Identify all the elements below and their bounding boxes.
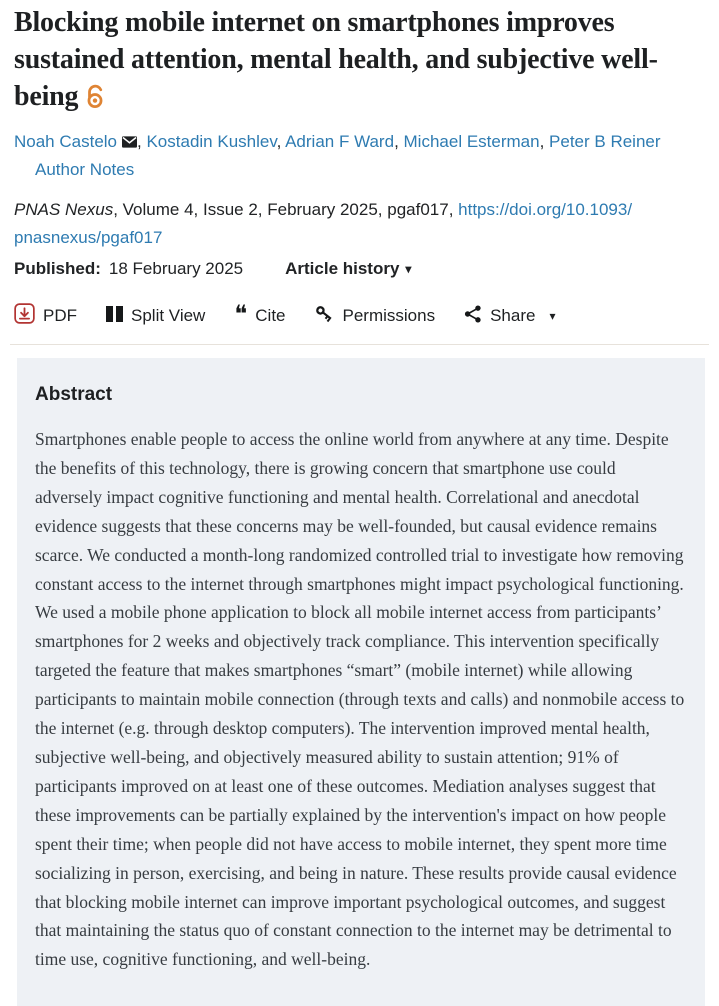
doi-link[interactable]: https://doi.org/10.1093/pnasnexus/pgaf017 (14, 200, 633, 247)
author-link-peter-b-reiner[interactable]: Peter B Reiner (549, 132, 661, 151)
author-link-adrian-f-ward[interactable]: Adrian F Ward (285, 132, 395, 151)
journal-name: PNAS Nexus (14, 200, 114, 219)
published-row (14, 259, 705, 279)
permissions-button[interactable] (315, 304, 436, 329)
author-separator: , (137, 132, 147, 151)
pdf-button[interactable] (14, 303, 77, 329)
author-link-kostadin-kushlev[interactable]: Kostadin Kushlev (146, 132, 277, 151)
author-notes (14, 160, 705, 180)
split-view-button-label: Split View (131, 306, 206, 325)
published-label: Published: (14, 259, 101, 278)
article-history-toggle[interactable]: Article history ▾ (285, 259, 412, 278)
author-separator: , (394, 132, 404, 151)
chevron-down-icon: ▾ (549, 309, 556, 323)
split-view-button[interactable] (106, 306, 205, 327)
share-button-label: Share (490, 306, 536, 325)
share-button[interactable] (464, 305, 555, 328)
toolbar-divider (10, 344, 709, 345)
authors-list (14, 130, 705, 155)
split-view-icon (106, 306, 123, 327)
share-icon (464, 305, 482, 328)
author-separator: , (539, 132, 550, 151)
cite-button-label: Cite (255, 306, 286, 325)
author-notes-link[interactable]: Author Notes (35, 160, 135, 179)
chevron-down-icon: ▾ (405, 262, 412, 276)
author-separator: , (276, 132, 286, 151)
cite-button[interactable] (234, 301, 286, 328)
published-date: 18 February 2025 (108, 259, 244, 278)
abstract-heading: Abstract (35, 384, 113, 405)
abstract-text: Smartphones enable people to access the online world from anywhere at any time. Despite the benefits of this technology, there is growing concern that smartphone use could adversely impact cognitive functioning and mental health. Correlational and anecdotal evidence suggests that these concerns may be well-founded, but causal evidence remains scarce. We conducted a month-long randomized controlled trial to investigate how removing constant access to the internet through smartphones might impact psychological functioning. We used a mobile phone application to block all mobile internet access from participants’ smartphones for 2 weeks and objectively track compliance. This intervention specifically targeted the feature that makes smartphones “smart” (mobile internet) while allowing participants to maintain mobile connection (through texts and calls) and nonmobile access to the internet (e.g. through desktop computers). The intervention improved mental health, subjective well-being, and objectively measured ability to sustain attention; 91% of participants improved on at least one of these outcomes. Mediation analyses suggest that these improvements can be partially explained by the intervention's impact on how people spent their time; when people did not have access to mobile internet, they spent more time socializing in person, exercising, and being in nature. These results provide causal evidence that blocking mobile internet can improve important psychological outcomes, and suggest that maintaining the status quo of constant connection to the internet may be detrimental to time use, cognitive functioning, and well-being. (35, 429, 685, 970)
key-icon (315, 304, 335, 329)
pdf-button-label: PDF (43, 306, 77, 325)
citation-line (14, 196, 705, 252)
article-toolbar (14, 303, 705, 329)
article-title-text: Blocking mobile internet on smartphones improves sustained attention, mental health, and subjective well-being (14, 7, 658, 112)
citation-details: , Volume 4, Issue 2, February 2025, pgaf017, (113, 200, 459, 219)
page-title (14, 4, 705, 119)
pdf-icon (14, 303, 35, 329)
cite-quote-icon: ❝ (234, 301, 248, 328)
email-icon[interactable] (122, 131, 137, 155)
permissions-button-label: Permissions (342, 306, 436, 325)
author-link-noah-castelo[interactable]: Noah Castelo (14, 132, 118, 151)
abstract-panel (17, 358, 705, 1006)
open-access-icon (84, 82, 106, 119)
author-link-michael-esterman[interactable]: Michael Esterman (403, 132, 540, 151)
